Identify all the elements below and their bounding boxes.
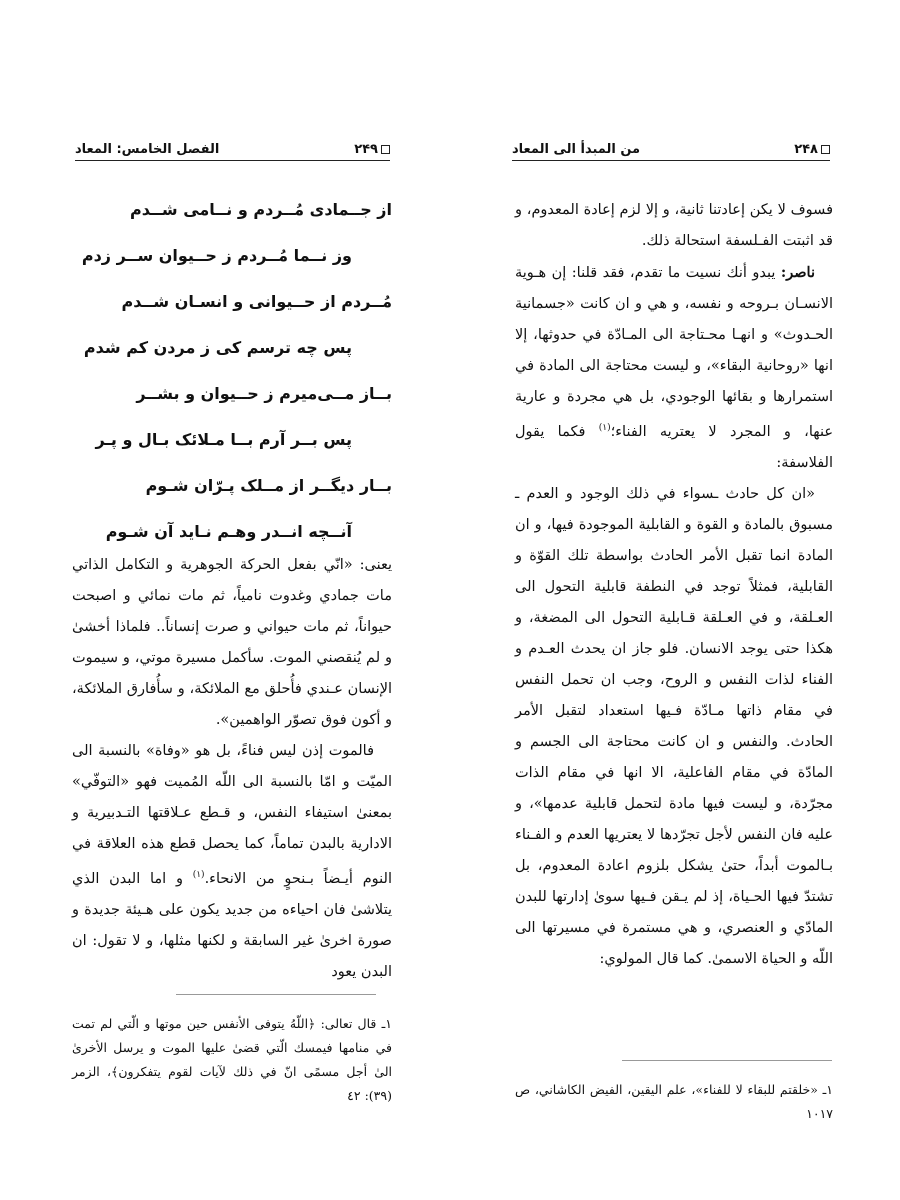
paragraph-text: يبدو أنك نسيت ما تقدم، فقد قلنا: إن هـوية الانسـان بـروحه و نفسه، و هي و ان كانت «جسمانية الحـدوث» و انهـا محـتاجة الى المـادّة في حدوثها، إلا انها «روحانية البقاء»، و ليست محتاجة الى المادة في استمرارها و بقائها الوجودي، بل هي مجردة و عارية عنها، و المجرد لا يعتريه الفناء؛ (515, 265, 833, 440)
page-marker-icon (821, 145, 830, 154)
footnote: ١ـ «خلقتم للبقاء لا للفناء»، علم اليقين، الفيض الكاشاني، ص ١٠١٧ (515, 1082, 833, 1121)
paragraph (72, 736, 392, 988)
paragraph: فسوف لا يكن إعادتنا ثانية، و إلا لزم إعادة المعدوم، و قد اثبتت الفـلسفة استحالة ذلك. (515, 202, 833, 249)
paragraph-text: فكما يقول الفلاسفة: (515, 423, 833, 471)
page-number-group (354, 142, 390, 157)
poem-line: مُــردم از حــیوانی و انسـان شــدم (121, 292, 392, 311)
poem-line: آنــچه انــدر وهـم نـاید آن شـوم (105, 522, 352, 541)
poem (72, 195, 392, 563)
paragraph-text: و اما البدن الذي يتلاشیٰ فان احياءه من جديد يكون على هـيئة جديدة و صورة اخریٰ غير السابقة و لكنها مثلها، و لا تقول: ان البدن يعود (72, 870, 392, 980)
page-number: ۲۴۸ (794, 142, 818, 157)
paragraph: یعنی: «انّي بفعل الحركة الجوهرية و التكامل الذاتي مات جمادي وغدوت نامياً، ثم مات نمائي و اصبحت حيواناً، ثم مات حيواني و صرت إنساناً.. فلماذا أخشیٰ و لم يُنقصني الموت. سأكمل مسيرة موتي، و سيموت الإنسان عـندي فأُحلق مع الملائكة، و سأُفارق الملائكة، و أكون فوق تصوّر الواهمين». (72, 557, 392, 728)
page-number-group (794, 142, 830, 157)
paragraph: «ان كل حادث ـسواء في ذلك الوجود و العدم ـ مسبوق بالمادة و القوة و القابلية الموجودة فيها، و ان المادة انما تقبل الأمر الحادث بواسطة تلك القوّة و القابلية، فمثلاً توجد في النطفة قابلية التحول الى العـلقة، و في العـلقة قـابلية التحول الى المضغة، و هكذا حتى يوجد الانسان. فلو جاز ان يحدث العـدم و الفناء لذات النفس و الروح، وجب ان تحمل النفس في مقام ذاتها مـادّة فـيها استعداد لتقبل الأمر الحادث. والنفس و ان كانت محتاجة الى الجسم و المادّة في مقام الفاعلية، الا انها في مقام الذات مجرّدة، و ليست فيها مادة لتحمل قابلية عدمها»، و عليه فان النفس لأجل تجرّدها لا يعتريها العدم و الفـناء بـالموت أبداً، حتیٰ يشكل بلزوم اعادة المعدوم، بل تشتدّ فيها الحـياة، إذ لم يـقن فـيها سوىٰ إدارتها للبدن المادّي و العنصري، و هي مستمرة في مسيرتها الى اللّه و الحياة الاسمىٰ. كما قال المولوي: (515, 485, 833, 967)
poem-line: بــاز مــی‌میرم ز حــیوان و بشــر (136, 384, 392, 403)
footnote-ref: (١) (598, 423, 611, 433)
poem-line: از جــمادی مُــردم و نــامی شــدم (130, 200, 392, 219)
page-number: ۲۴۹ (354, 142, 378, 157)
right-page (450, 0, 900, 1200)
body-text (72, 550, 392, 988)
paragraph (515, 257, 833, 479)
poem-line: بــار دیگــر از مــلک پـرّان شـوم (145, 476, 392, 495)
poem-line: پس بــر آرم بــا مـلائک بـال و پـر (95, 430, 352, 449)
poem-line: پس چه ترسم کی ز مردن کم شدم (83, 338, 352, 357)
running-title: من المبدأ الى المعاد (512, 142, 641, 157)
page-header (512, 137, 830, 161)
page-marker-icon (381, 145, 390, 154)
footnote-divider (176, 994, 376, 995)
running-title: الفصل الخامس: المعاد (75, 142, 220, 157)
footnote-ref: (١) (192, 870, 205, 880)
page-header (75, 137, 390, 161)
speaker-label: ناصر: (780, 264, 815, 281)
footnote: ١ـ قال تعالى: ﴿اللّهُ يتوفى الأنفس حين موتها و الّتي لم تمت في منامها فيمسك الّتي قضیٰ عليها الموت و يرسل الأخرىٰ الىٰ أجل مسمًى انّ في ذلك لآيات لقوم يتفكرون﴾، الزمر (٣٩): ٤٢ (72, 1016, 392, 1103)
poem-line: وز نــما مُــردم ز حــیوان ســر زدم (81, 246, 352, 265)
footnote-divider (622, 1060, 832, 1061)
body-text (515, 195, 833, 975)
paragraph-text: فالموت إذن ليس فناءً، بل هو «وفاة» بالنسبة الى الميّت و امّا بالنسبة الى اللّه المُميت فهو «التوفّي» بمعنیٰ استيفاء النفس، و قـطع عـلاقتها التـدبيرية و الادارية بالبدن تماماً، كما يحصل قطع هذه العلاقة في النوم أيـضاً بـنحوٍ من الانحاء. (72, 743, 392, 887)
